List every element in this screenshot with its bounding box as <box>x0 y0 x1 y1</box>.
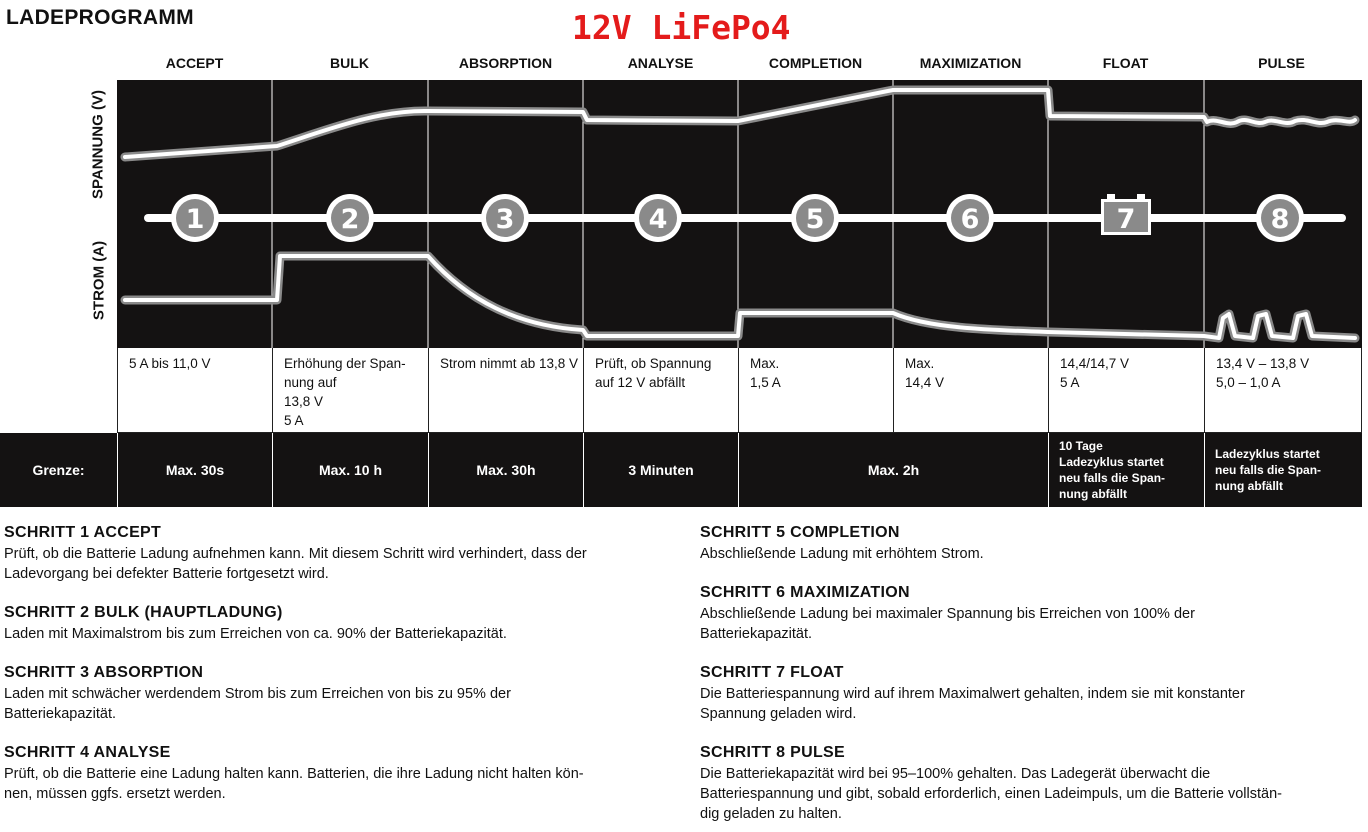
step-8-title: SCHRITT 8 PULSE <box>700 744 845 761</box>
limit-float <box>1048 433 1204 507</box>
desc-line: 13,8 V <box>284 394 324 409</box>
desc-line: 14,4 V <box>905 375 945 390</box>
phase-header-float: FLOAT <box>1102 55 1149 71</box>
desc-line: 5,0 – 1,0 A <box>1216 375 1281 390</box>
text-line: Prüft, ob die Batterie Ladung aufnehmen kann. Mit diesem Schritt wird verhindert, dass der <box>4 546 587 562</box>
battery-type-title: 12V LiFePo4 <box>572 8 791 47</box>
desc-line: 14,4/14,7 V <box>1060 356 1130 371</box>
step-marker-4 <box>634 194 682 242</box>
text-line: Batteriespannung und gibt, sobald erforderlich, einen Ladeimpuls, um die Batterie vollstän- <box>700 786 1282 802</box>
step-number: 3 <box>495 204 515 235</box>
phase-desc-float <box>1048 348 1204 433</box>
step-number: 4 <box>648 204 668 235</box>
step-5-title: SCHRITT 5 COMPLETION <box>700 524 900 541</box>
step-7-text <box>700 684 1245 724</box>
step-5-text <box>700 544 984 564</box>
page-title: LADEPROGRAMM <box>6 6 194 29</box>
step-6-text <box>700 604 1195 644</box>
text-line: Abschließende Ladung bei maximaler Spannung bis Erreichen von 100% der <box>700 606 1195 622</box>
desc-line: Prüft, ob Spannung <box>595 356 712 371</box>
step-1-title: SCHRITT 1 ACCEPT <box>4 524 162 541</box>
desc-line: Max. <box>750 356 780 371</box>
limit-line: 10 Tage <box>1059 439 1103 453</box>
limit-line: Ladezyklus startet <box>1059 455 1164 469</box>
phase-desc-pulse <box>1204 348 1362 433</box>
step-2-title: SCHRITT 2 BULK (HAUPTLADUNG) <box>4 604 283 621</box>
text-line: Batteriekapazität. <box>700 626 813 642</box>
phase-desc-accept <box>117 348 272 433</box>
desc-line: Erhöhung der Span- <box>284 356 406 371</box>
step-number: 8 <box>1270 204 1290 235</box>
phase-header-absorption: ABSORPTION <box>458 55 553 71</box>
desc-line: 1,5 A <box>750 375 781 390</box>
desc-line: nung auf <box>284 375 337 390</box>
text-line: Laden mit schwächer werdendem Strom bis zum Erreichen von bis zu 95% der <box>4 686 511 702</box>
step-number: 6 <box>960 204 980 235</box>
desc-line: 5 A <box>1060 375 1080 390</box>
step-marker-2 <box>326 194 374 242</box>
current-axis-label: STROM (A) <box>90 240 108 321</box>
desc-line: Strom nimmt ab 13,8 V <box>440 356 579 371</box>
phase-desc-analyse <box>583 348 738 433</box>
step-marker-5 <box>791 194 839 242</box>
desc-line: Max. <box>905 356 935 371</box>
limit-bulk: Max. 10 h <box>272 433 428 507</box>
limit-line: neu falls die Span- <box>1059 471 1166 485</box>
step-marker-1 <box>171 194 219 242</box>
step-marker-6 <box>946 194 994 242</box>
step-number: 5 <box>805 204 825 235</box>
step-3-title: SCHRITT 3 ABSORPTION <box>4 664 204 681</box>
limit-pulse <box>1204 433 1362 507</box>
step-number: 2 <box>340 204 360 235</box>
step-4-text <box>4 764 584 804</box>
phase-header-accept: ACCEPT <box>165 55 224 71</box>
text-line: dig geladen zu halten. <box>700 806 842 822</box>
step-4-title: SCHRITT 4 ANALYSE <box>4 744 171 761</box>
step-6-title: SCHRITT 6 MAXIMIZATION <box>700 584 910 601</box>
step-2-text <box>4 624 507 644</box>
text-line: Spannung geladen wird. <box>700 706 857 722</box>
text-line: Laden mit Maximalstrom bis zum Erreichen von ca. 90% der Batteriekapazität. <box>4 626 507 642</box>
voltage-axis-label: SPANNUNG (V) <box>89 90 107 199</box>
text-line: nen, müssen ggfs. ersetzt werden. <box>4 786 226 802</box>
limit-line: nung abfällt <box>1215 479 1283 493</box>
step-3-text <box>4 684 511 724</box>
phase-header-analyse: ANALYSE <box>627 55 694 71</box>
phase-desc-bulk <box>272 348 428 433</box>
phase-header-pulse: PULSE <box>1258 55 1305 71</box>
desc-line: 13,4 V – 13,8 V <box>1216 356 1310 371</box>
desc-line: 5 A bis 11,0 V <box>129 356 211 371</box>
step-marker-7-battery-icon <box>1101 194 1151 235</box>
text-line: Abschließende Ladung mit erhöhtem Strom. <box>700 546 984 562</box>
limit-line: nung abfällt <box>1059 487 1127 501</box>
limit-accept: Max. 30s <box>117 433 272 507</box>
limit-line: Ladezyklus startet <box>1215 447 1320 461</box>
step-7-title: SCHRITT 7 FLOAT <box>700 664 844 681</box>
text-line: Die Batteriekapazität wird bei 95–100% gehalten. Das Ladegerät überwacht die <box>700 766 1211 782</box>
step-8-text <box>700 764 1282 824</box>
limit-analyse: 3 Minuten <box>583 433 738 507</box>
phase-desc-maximization <box>893 348 1048 433</box>
text-line: Ladevorgang bei defekter Batterie fortgesetzt wird. <box>4 566 329 582</box>
text-line: Batteriekapazität. <box>4 706 117 722</box>
phase-header-completion: COMPLETION <box>768 55 863 71</box>
step-marker-8 <box>1256 194 1304 242</box>
step-number: 7 <box>1116 204 1136 235</box>
phase-desc-completion <box>738 348 893 433</box>
limit-line: neu falls die Span- <box>1215 463 1322 477</box>
limit-absorption: Max. 30h <box>428 433 583 507</box>
phase-desc-absorption <box>428 348 583 433</box>
step-number: 1 <box>185 204 205 235</box>
text-line: Prüft, ob die Batterie eine Ladung halten kann. Batterien, die ihre Ladung nicht halten kön- <box>4 766 584 782</box>
phase-header-maximization: MAXIMIZATION <box>919 55 1022 71</box>
limits-label: Grenze: <box>32 462 85 478</box>
phase-header-bulk: BULK <box>330 55 369 71</box>
charging-curve-diagram <box>117 80 1362 348</box>
desc-line: 5 A <box>284 413 304 428</box>
desc-line: auf 12 V abfällt <box>595 375 686 390</box>
limit-completion-maximization: Max. 2h <box>738 433 1048 507</box>
step-1-text <box>4 544 587 584</box>
text-line: Die Batteriespannung wird auf ihrem Maximalwert gehalten, indem sie mit konstanter <box>700 686 1245 702</box>
step-marker-3 <box>481 194 529 242</box>
